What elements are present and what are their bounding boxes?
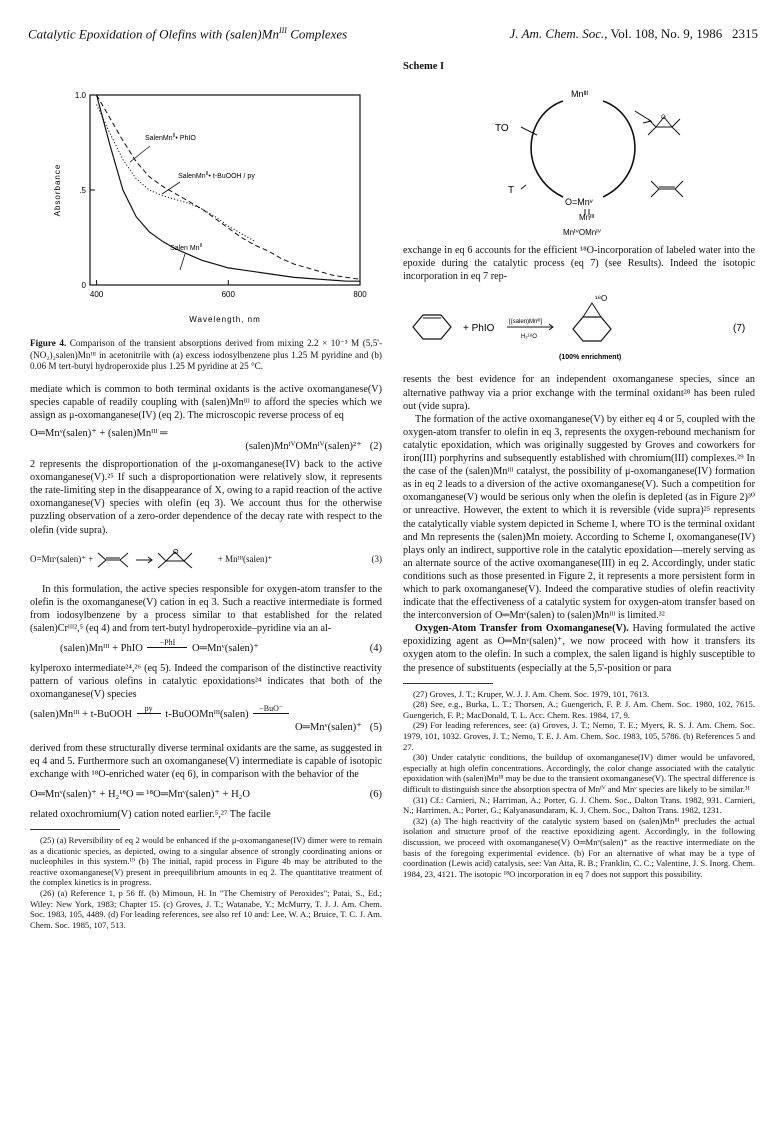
epoxide-product-structure (573, 303, 611, 341)
svg-text:[(salen)Mnᴵᴵᴵ]: [(salen)Mnᴵᴵᴵ] (509, 319, 543, 326)
scheme-1-diagram (403, 75, 755, 240)
plot-frame (90, 95, 360, 285)
scheme-left-arc (531, 101, 563, 197)
body-paragraph: In this formulation, the active species responsible for oxygen-atom transfer to the olefin is the oxomanganese(V) cation in eq 3. Such a reactive intermediate is formed from iodosylbenzene by a process similar to that established for the related (salen)Crᴵᴵᴵ²,⁵ (eq 4) and from tert-butyl hydroperoxide–pyridine via an al- (30, 583, 382, 634)
footnotes-right (403, 689, 755, 880)
scheme-title: Scheme I (403, 61, 445, 72)
body-paragraph: The formation of the active oxomanganese(V) by either eq 4 or 5, coupled with the oxygen-atom transfer to olefin in eq 3, represents the oxygen-rebound mechanism for catalytic epoxidation, which was originally suggested by Groves and coworkers for iron(III) porphyrins and subsequently established with chromium(III) complexes.²⁹ In the case of the (salen)Mnᴵᴵᴵ catalyst, the possibility of μ-oxomanganese(IV) formation as in eq 2 leads to a diversion of the active oxomanganese(V). Such a competition for oxomanganese(V) would be serious only when the olefin is depleted (as in Figure 2)³⁰ or unreactive. However, the extent to which it is reversible (vide supra)²⁵ represents the catalytically viable system depicted in Scheme I, where TO is the terminal oxidant and Mn represents the (salen)Mn moiety. According to Scheme I, oxomanganese(IV) plays only an indirect, supportive role in the catalytic epoxidation—merely serving as an alternate source of the active oxomanganese(III) in eq 2. Accordingly, under static conditions such as those presented in Figure 2, it represents a more persistent form in which to park oxomanganese(V). Indeed the comparative studies of olefin reactivity indicate that the effectiveness of a catalytic system for oxygen-atom transfer based on the interconversion of O═Mnᵛ(salen) to (salen)Mnᴵᴵᴵ is limited.³² (403, 413, 755, 622)
equation-6: O═Mnᵛ(salen)⁺ + H₂¹⁸O ═ ¹⁸O═Mnᵛ(salen)⁺ + H₂O (6) (30, 788, 382, 800)
svg-text:O: O (172, 548, 178, 556)
equation-7 (403, 289, 755, 367)
norbornene-structure (413, 315, 451, 339)
svg-text:(100% enrichment): (100% enrichment) (559, 354, 622, 362)
body-paragraph: related oxochromium(V) cation noted earlier.⁵,²⁷ The facile (30, 808, 271, 820)
svg-text:H₂¹⁸O: H₂¹⁸O (521, 334, 537, 341)
annotation-salen: Salen $Mn^{II}$ (170, 243, 203, 252)
section-paragraph: Oxygen-Atom Transfer from Oxomanganese(V). Having formulated the active epoxidizing agent as O═Mnᵛ(salen)⁺, we now proceed with how it transfers its oxygen atom to the olefin. In such a complex, the salen ligand is highly susceptible to the presence of substituents (especially at the 5,5'-position or para (403, 623, 756, 674)
y-axis-label: Absorbance (53, 163, 62, 217)
equation-2: O═Mnᵛ(salen)⁺ + (salen)Mnᴵᴵᴵ ═ (salen)MnᴵⱽOMnᴵⱽ(salen)²⁺ (2) (30, 427, 382, 452)
scheme-mn3b-label: Mnᴵᴵᴵ (579, 213, 595, 223)
body-paragraph: mediate which is common to both terminal oxidants is the active oxomanganese(V) species capable of readily coupling with (salen)Mnᴵᴵᴵ to afford the species which we assign as μ-oxomanganese(IV) (eq 2). The microscopic reverse process of eq (30, 383, 382, 421)
scheme-mn3-label: Mnᴵᴵᴵ (571, 89, 589, 100)
svg-text:(7): (7) (733, 323, 746, 335)
equation-3: O=Mnᵛ(salen)⁺ + O + Mnᴵᴵᴵ(salen)⁺ (3) (30, 549, 382, 571)
scheme-right-arc (603, 101, 635, 197)
series-line (97, 95, 360, 281)
body-paragraph: kylperoxo intermediate²⁴,²⁶ (eq 5). Indeed the comparison of the distinctive reactivity pattern of various olefins in catalytic epoxidations²⁴ indicates that both of the oxomanganese(V) species (30, 663, 382, 701)
scheme-dimer-label: MnᴵⱽOMnᴵⱽ (563, 228, 602, 238)
right-column (403, 60, 755, 879)
left-column (30, 60, 382, 930)
x-tick-label: 400 (89, 290, 104, 299)
svg-text:¹⁸O: ¹⁸O (595, 294, 608, 304)
scheme-mn5-label: O=Mnᵛ (565, 197, 593, 208)
y-tick-label: 0 (81, 281, 86, 290)
series-line (97, 95, 360, 279)
footnote-rule (30, 829, 120, 830)
body-paragraph: exchange in eq 6 accounts for the efficient ¹⁸O-incorporation of labeled water into the epoxide during the catalytic process (eq 7) (see Results). Indeed the isotopic incorporation in eq 7 rep- (403, 245, 755, 283)
annotation-tbuooh: SalenMn$^{II}$• t-BuOOH / py (178, 171, 255, 180)
footnote-25: (25) (a) Reversibility of eq 2 would be enhanced if the μ-oxomanganese(IV) dimer were to remain as a dicationic species, as depicted, owing to a singular absence of strongly coordinating anions or nucleophiles in this system.¹⁹ (b) The initial, rapid process in Figure 4b may be attributed to the reactive oxomanganese(V) present in preequilibrium amounts in eq 2. The quantitative treatment of the complex kinetics is in progress. (30, 835, 382, 888)
footnote-28: (28) See, e.g., Burka, L. T.; Thorsen, A.; Guengerich, F. P. J. Am. Chem. Soc. 1980, 102, 7615. Guengerich, F. P.; MacDonald, T. L. Acc. Chem. Res. 1984, 17, 9. (403, 699, 755, 720)
x-tick-label: 800 (353, 290, 367, 299)
body-paragraph: derived from these structurally diverse terminal oxidants are the same, as suggested in eq 4 and 5. Furthermore such an oxomanganese(V) intermediate is capable of isotopic exchange with ¹⁸O-enriched water (eq 6), in comparison with the behavior of the (30, 742, 382, 780)
footnote-26: (26) (a) Reference 1, p 56 ff. (b) Mimoun, H. In "The Chemistry of Peroxides"; Patai, S., Ed.; Wiley: New York, 1983; Chapter 15. (c) Groves, J. T.; Watanabe, Y.; McMurry, T. J. J. Am. Chem. Soc. 1983, 105, 4489. (d) For leading references, see also ref 10 and: Lee, W. A.; Bruice, T. C. J. Am. Chem. Soc. 1985, 107, 513. (30, 888, 382, 930)
y-tick-label: 1.0 (74, 91, 86, 100)
x-axis-label: Wavelength, nm (189, 315, 261, 324)
annotation-phio: SalenMn$^{II}$• PhIO (145, 133, 196, 142)
footnote-30: (30) Under catalytic conditions, the buildup of oxomanganese(IV) dimer would be unfavored, especially at high olefin concentrations. Accordingly, the color change associated with the catalytic epoxidation with (salen)Mnᴵᴵᴵ may be due to the transient oxomanganese(V). The spectral difference is difficult to distinguish since the absorption spectra of Mnᴵⱽ and Mnᵛ species are likely to be similar.³¹ (403, 752, 755, 794)
equation-5: (salen)Mnᴵᴵᴵ + t-BuOOH py t-BuOOMnᴵᴵᴵ(salen) −BuO⁻ O═Mnᵛ(salen)⁺ (5) (30, 704, 382, 734)
x-tick-label: 600 (221, 290, 235, 299)
figure-4-caption: Figure 4. Comparison of the transient absorptions derived from mixing 2.2 × 10⁻³ M (5,5'-(NO₂)₂salen)Mnᴵᴵᴵ in acetonitrile with (a) excess iodosylbenzene plus 1.25 M pyridine and (b) 0.06 M tert-butyl hydroperoxide plus 1.25 M pyridine at 25 °C. (30, 338, 382, 372)
footnote-31: (31) Cf.: Carnieri, N.; Harriman, A.; Porter, G. J. Chem. Soc., Dalton Trans. 1982, 931. Carnieri, N.; Harrimen, A.; Porter, G.; Kalyanasundaram, K. J. Chem. Soc., Dalton Trans. 1982, 1231. (403, 794, 755, 816)
footnote-rule (403, 683, 493, 684)
y-tick-label: .5 (79, 186, 86, 195)
scheme-epoxide (648, 115, 680, 135)
page-number: 2315 (732, 26, 758, 41)
scheme-olefin (651, 181, 683, 197)
footnote-29: (29) For leading references, see: (a) Groves, J. T.; Nemo, T. E.; Myers, R. S. J. Am. Chem. Soc. 1979, 101, 1032. Groves, J. T.; Nemo, T. E. J. Am. Chem. Soc. 1983, 105, 5786. (b) References 5 and 27. (403, 720, 755, 752)
running-header-journal: J. Am. Chem. Soc., Vol. 108, No. 9, 1986 2315 (509, 26, 758, 41)
scheme-to-label: TO (495, 123, 509, 135)
running-header-title: Catalytic Epoxidation of Olefins with $(salen)Mn^{III}$ Complexes (28, 26, 348, 42)
olefin-structure (96, 549, 216, 571)
annotation-arrow-3 (180, 254, 185, 270)
footnote-32: (32) (a) The high reactivity of the catalytic system based on (salen)Mnᴵᴵᴵ precludes the actual isolation and structure proof of the reactive epoxidizing agent. Accordingly, in the following discussion, we proceed with oxomanganese(V) O═Mnᵛ(salen)⁺ as the reactive intermediate on the basis of the foregoing experimental evidence. (b) For an alternative of what may be a type of coordination (Lewis acid) catalysis, see: Van Atta, R. B.; Franklin, C. C.; Valentine, J. S. Inorg. Chem. 1984, 23, 4121. The isotopic ¹⁸O incorporation in eq 7 does not support this possibility. (403, 815, 755, 879)
body-paragraph: resents the best evidence for an independent oxomanganese species, since an alternative pathway via a prior exchange with the terminal oxidant²⁸ has been ruled out (vide supra). (403, 374, 755, 412)
scheme-t-label: T (508, 185, 515, 197)
footnotes-left (30, 835, 382, 930)
annotation-arrow-1 (130, 146, 150, 162)
body-paragraph: 2 represents the disproportionation of the μ-oxomanganese(IV) back to the active oxomanganese(V).²⁵ If such a disproportionation were relatively slow, it represents the rate-limiting step in the disappearance of X, owing to a rapid reaction of the active oxomanganese(V) species with olefin (eq 3). We account thus for the otherwise puzzling observation of a zero-order dependence of the decay rate with respect to the olefin (vide supra). (30, 459, 382, 536)
equation-4: (salen)Mnᴵᴵᴵ + PhIO −PhI O═Mnᵛ(salen)⁺ (4) (60, 638, 382, 654)
svg-text:O: O (661, 115, 666, 122)
footnote-27: (27) Groves, J. T.; Kruper, W. J. J. Am. Chem. Soc. 1979, 101, 7613. (413, 688, 650, 699)
figure-4-chart (30, 60, 382, 330)
svg-text:+ PhIO: + PhIO (463, 323, 495, 335)
